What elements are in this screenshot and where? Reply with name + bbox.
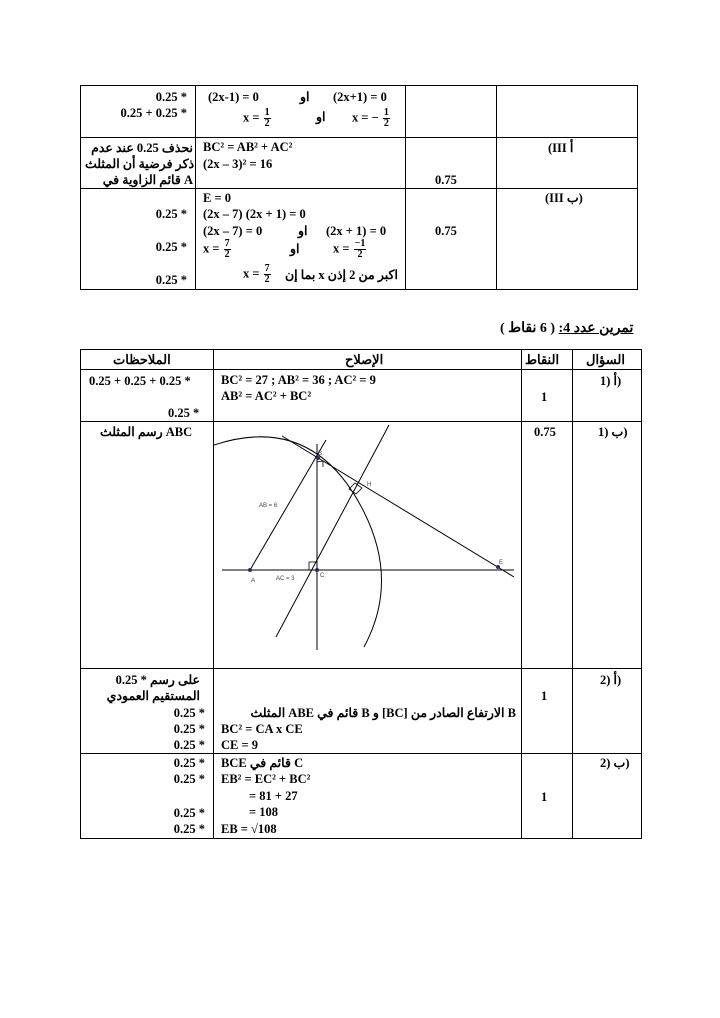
t2-row4-notes2: 0.25 * <box>173 772 205 786</box>
t2-row4-notes3: 0.25 * <box>173 806 205 820</box>
t2-row3-notes5: 0.25 * <box>173 738 205 752</box>
t2-row3-eq2: CE = 9 <box>221 738 258 752</box>
t1-row3-x-right-label: x = <box>333 241 350 256</box>
t1-row1-x-left <box>243 108 272 129</box>
t2-row4-points: 1 <box>541 790 548 804</box>
figure-label-b: B <box>318 451 323 457</box>
t2-row3-question: 2) أ) <box>600 673 622 687</box>
t1-row3-conclusion-x <box>243 264 272 285</box>
figure-label-ac: AC = 3 <box>276 576 295 582</box>
t2-row4-eq4: EB = √108 <box>221 822 277 836</box>
t1-row1-frac-left: $\frac{1}{2}$ <box>264 107 270 129</box>
t1-row1-frac-right: $\frac{1}{2}$ <box>383 107 389 129</box>
t1-row3-frac-right: $\frac{-1}{2}$ <box>354 238 366 260</box>
t2-row3-notes3: 0.25 * <box>173 706 205 720</box>
figure-label-ab: AB = 6 <box>259 503 278 509</box>
exercise-heading <box>500 322 633 336</box>
t1-row1-eq-left: (2x-1) = 0 <box>208 90 259 104</box>
exercise-points: ( 6 نقاط ) <box>500 321 556 336</box>
t2-row2-points: 0.75 <box>534 425 556 439</box>
t2-row4-notes1: 0.25 * <box>173 756 205 770</box>
t1-row3-eq1: E = 0 <box>203 191 231 205</box>
triangle-figure <box>214 422 520 667</box>
t2-header-points: النقاط <box>525 352 560 367</box>
t1-row3-frac-left: $\frac{7}{2}$ <box>224 238 230 260</box>
t1-row3-notes3: 0.25 * <box>155 273 187 287</box>
figure-label-h: H <box>367 482 372 488</box>
t2-row2-notes: رسم المثلث ABC <box>100 425 193 439</box>
t1-row1-or2: او <box>316 110 326 124</box>
t1-row2-notes2: ذكر فرضية أن المثلث <box>85 157 195 171</box>
t2-row2-question: 1) ب) <box>598 425 628 439</box>
t1-row3-eq3-left: (2x – 7) = 0 <box>203 224 263 238</box>
t1-row3-notes1: 0.25 * <box>155 207 187 221</box>
t2-row3-notes1: 0.25 * على رسم <box>115 673 200 687</box>
t2-row4-text1: BCE قائم في C <box>221 756 304 770</box>
t1-row3-x-left-label: x = <box>203 241 220 256</box>
t1-row2-eq2: (2x – 3)² = 16 <box>203 157 273 171</box>
t1-row2-notes1: نحذف 0.25 عند عدم <box>91 141 193 155</box>
t2-header-question: السؤال <box>586 352 625 367</box>
t1-row2-question: (III أ <box>548 141 574 155</box>
figure-right-angle-b <box>317 461 323 467</box>
t1-row1-notes2: 0.25 + 0.25 * <box>120 106 187 120</box>
figure-label-c: C <box>320 573 325 579</box>
t1-row1-notes1: 0.25 * <box>155 90 187 104</box>
t1-row1-x-right-label: x = − <box>352 110 379 125</box>
t2-header-notes: الملاحظات <box>113 352 171 367</box>
t1-row2-points: 0.75 <box>435 173 457 187</box>
t2-row3-notes2: المستقيم العمودي <box>106 689 200 703</box>
t1-row3-question: (III ب) <box>545 191 583 205</box>
t1-row1-eq-right: (2x+1) = 0 <box>333 90 387 104</box>
t1-row3-x-right <box>333 239 367 260</box>
t1-row3-or1: او <box>298 224 308 238</box>
t1-row3-eq3-right: (2x + 1) = 0 <box>326 224 387 238</box>
t2-row1-notes1: 0.25 + 0.25 + 0.25 * <box>89 374 191 388</box>
t1-row3-notes2: 0.25 * <box>155 240 187 254</box>
t2-row4-eq1: EB² = EC² + BC² <box>221 772 311 786</box>
t2-row4-notes4: 0.25 * <box>173 822 205 836</box>
t1-row2-eq1: BC² = AB² + AC² <box>203 140 293 154</box>
figure-label-e: E <box>499 560 504 566</box>
t1-row3-eq2: (2x – 7) (2x + 1) = 0 <box>203 207 306 221</box>
t2-row1-eq1: BC² = 27 ; AB² = 36 ; AC² = 9 <box>221 373 376 387</box>
figure-label-a: A <box>251 578 256 584</box>
t1-row3-conclusion-text: بما إن x اكبر من 2 إذن <box>285 268 398 282</box>
t1-row2-notes3: قائم الزاوية في A <box>102 173 193 187</box>
t1-row1-x-left-label: x = <box>243 110 260 125</box>
t2-row3-text1: المثلث ABE قائم في B و [BC] الارتفاع الصادر من B <box>250 706 516 720</box>
t1-row3-conclusion-x-label: x = <box>243 266 260 281</box>
t2-row4-eq3: = 108 <box>249 805 278 819</box>
t1-row3-x-left <box>203 239 232 260</box>
figure-point-a <box>248 568 252 572</box>
t1-row3-points: 0.75 <box>435 224 457 238</box>
t2-row4-question: 2) ب) <box>600 756 630 770</box>
t1-row1-x-right <box>352 108 391 129</box>
t2-row1-question: 1) أ) <box>600 374 622 388</box>
t1-row1-or1: او <box>300 90 310 104</box>
t2-row4-eq2: = 81 + 27 <box>249 789 298 803</box>
t1-row3-or2: او <box>290 242 300 256</box>
figure-circle-arc <box>214 437 382 647</box>
t2-row1-points: 1 <box>541 390 548 404</box>
t2-row3-points: 1 <box>541 689 548 703</box>
t2-header-correction: الإصلاح <box>345 352 384 367</box>
t1-row3-frac-conclusion: $\frac{7}{2}$ <box>264 263 270 285</box>
exercise-title: تمرين عدد 4: <box>558 321 634 336</box>
t2-row1-eq2: AB² = AC² + BC² <box>221 389 312 403</box>
t2-row3-notes4: 0.25 * <box>173 722 205 736</box>
t2-row1-notes2: 0.25 * <box>168 406 200 420</box>
t2-row3-eq1: BC² = CA x CE <box>221 722 303 736</box>
figure-point-c <box>315 568 319 572</box>
